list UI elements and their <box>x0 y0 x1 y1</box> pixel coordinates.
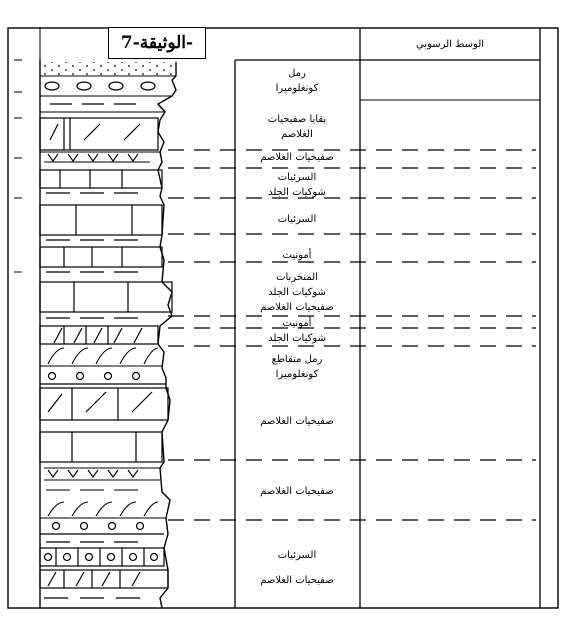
label-sand-conglomerate: رمل كونغلوميرا <box>275 68 319 94</box>
layer-fossil-limestone-4 <box>40 570 168 598</box>
layer-cross-bedded-sand <box>40 348 162 366</box>
label-ammonite-1: أمونيت <box>282 250 312 261</box>
layer-limestone-2 <box>40 170 162 193</box>
label-polyps-lamellibranchs: السرئيات صفيحيات الغلاصم <box>260 550 334 586</box>
scale-ticks <box>14 60 22 272</box>
column-weathering-profile <box>158 62 176 608</box>
layer-conglomerate-top <box>45 82 155 90</box>
layer-fossil-limestone <box>40 118 158 150</box>
layer-v-pattern-2 <box>44 468 160 490</box>
label-polyps-echinoderms: السرئيات شوكيات الجلد <box>268 172 326 198</box>
layer-fossil-limestone-2 <box>40 326 158 344</box>
label-lamellibranchs-3: صفيحيات الغلاصم <box>260 486 334 497</box>
document-title: الوثيقة-7- <box>108 27 206 59</box>
sedimentary-environment-header: الوسط الرسوبي <box>415 39 485 50</box>
label-foraminifera-group: المنخربات شوكيات الجلد صفيحيات الغلاصم <box>260 272 334 313</box>
layer-fossil-limestone-3 <box>40 388 168 420</box>
layer-limestone-6 <box>40 432 162 462</box>
layer-cross-bedded-sand-2 <box>40 502 166 518</box>
layer-sand <box>40 62 176 76</box>
label-lamellibranchs-1: صفيحيات الغلاصم <box>260 152 334 163</box>
label-gill-plate-remains: بقايا صفيحيات الغلاصم <box>267 114 327 140</box>
layer-limestone-3 <box>40 205 162 240</box>
layer-limestone-5 <box>40 282 172 318</box>
label-polyps: السرئيات <box>277 214 317 225</box>
layer-v-pattern-1 <box>40 152 160 162</box>
label-cross-sand-conglomerate: رمل متقاطع كونغلوميرا <box>271 354 323 380</box>
layer-conglomerate-2 <box>40 373 166 385</box>
layer-conglomerate-limestone <box>40 548 164 566</box>
layer-limestone-4 <box>40 247 162 272</box>
label-lamellibranchs-2: صفيحيات الغلاصم <box>260 416 334 427</box>
label-ammonite-echinoderms: أمونيت شوكيات الجلد <box>268 318 326 344</box>
layer-conglomerate-3 <box>40 523 164 543</box>
